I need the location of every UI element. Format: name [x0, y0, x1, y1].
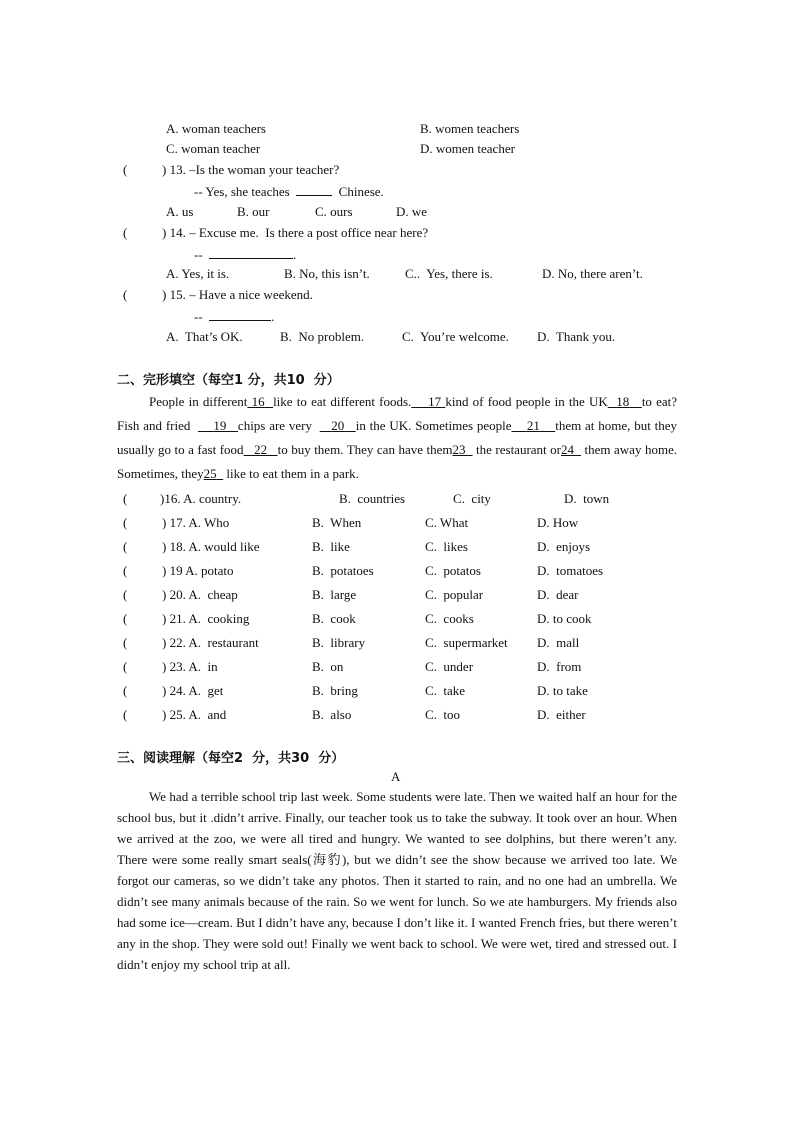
- blank-18[interactable]: 18: [616, 394, 630, 409]
- option-c[interactable]: C. ours: [315, 204, 353, 219]
- option-c[interactable]: C. supermarket: [425, 635, 508, 650]
- question-25: [0, 707, 794, 723]
- question-16: [0, 491, 794, 507]
- option-a[interactable]: A. us: [166, 204, 194, 219]
- option-a[interactable]: ) 18. A. would like: [162, 539, 260, 554]
- question-19: [0, 563, 794, 579]
- answer-line: -- .: [194, 309, 275, 324]
- q12-option-a[interactable]: A. woman teachers: [166, 121, 266, 136]
- option-d[interactable]: D. we: [396, 204, 428, 219]
- option-b[interactable]: B. our: [237, 204, 270, 219]
- question-23: [0, 659, 794, 675]
- option-a[interactable]: ) 20. A. cheap: [162, 587, 238, 602]
- option-d[interactable]: D. enjoys: [537, 539, 591, 554]
- option-d[interactable]: D. How: [537, 515, 579, 530]
- option-c[interactable]: C. under: [425, 659, 474, 674]
- option-b[interactable]: B. on: [312, 659, 344, 674]
- blank-24[interactable]: 24: [561, 442, 574, 457]
- option-a[interactable]: )16. A. country.: [160, 491, 242, 506]
- option-a[interactable]: ) 25. A. and: [162, 707, 227, 722]
- q12-option-c[interactable]: C. woman teacher: [166, 141, 261, 156]
- blank-16[interactable]: 16: [251, 394, 265, 409]
- answer-bracket[interactable]: (: [123, 707, 128, 722]
- answer-bracket[interactable]: (: [123, 225, 128, 240]
- answer-bracket[interactable]: (: [123, 683, 128, 698]
- question-24: [0, 683, 794, 699]
- answer-bracket[interactable]: (: [123, 635, 128, 650]
- option-c[interactable]: C. cooks: [425, 611, 474, 626]
- answer-bracket[interactable]: (: [123, 611, 128, 626]
- option-b[interactable]: B. cook: [312, 611, 356, 626]
- option-b[interactable]: B. potatoes: [312, 563, 374, 578]
- blank-17[interactable]: 17: [428, 394, 442, 409]
- answer-blank[interactable]: [209, 308, 271, 321]
- option-a[interactable]: A. Yes, it is.: [166, 266, 230, 281]
- answer-blank[interactable]: [296, 183, 332, 196]
- option-c[interactable]: C. take: [425, 683, 466, 698]
- blank-25[interactable]: 25: [203, 466, 217, 481]
- option-d[interactable]: D. town: [564, 491, 610, 506]
- option-a[interactable]: ) 17. A. Who: [162, 515, 230, 530]
- option-c[interactable]: C. likes: [425, 539, 468, 554]
- option-c[interactable]: C. too: [425, 707, 461, 722]
- question-21: [0, 611, 794, 627]
- option-d[interactable]: D. to take: [537, 683, 588, 698]
- answer-bracket[interactable]: (: [123, 491, 128, 506]
- question-22: [0, 635, 794, 651]
- option-a[interactable]: ) 23. A. in: [162, 659, 218, 674]
- option-c[interactable]: C. potatos: [425, 563, 481, 578]
- question-stem: ) 13. –Is the woman your teacher?: [162, 162, 340, 177]
- q12-option-b[interactable]: B. women teachers: [420, 121, 520, 136]
- cloze-passage: People in different 16 like to eat different foods. 17 kind of food people in the UK 18 to eat? Fish and fried 19 chips are very 20 in the UK. Sometimes people 21 them at home, but they usually go to a fast food 22 to buy them. They can have them23 the restaurant or24 them away home. Sometimes, they25 like to eat them in a park.: [117, 394, 678, 481]
- option-a[interactable]: A. That’s OK.: [166, 329, 243, 344]
- answer-line: -- Yes, she teaches Chinese.: [194, 184, 384, 199]
- answer-bracket[interactable]: (: [123, 659, 128, 674]
- blank-19[interactable]: 19: [213, 418, 227, 433]
- answer-line: -- .: [194, 247, 297, 262]
- answer-bracket[interactable]: (: [123, 563, 128, 578]
- answer-bracket[interactable]: (: [123, 515, 128, 530]
- reading-passage: [117, 786, 677, 975]
- option-b[interactable]: B. library: [312, 635, 366, 650]
- question-17: [0, 515, 794, 531]
- option-c[interactable]: C. You’re welcome.: [402, 329, 509, 344]
- section-heading-reading: 三、阅读理解（每空2 分，共30 分）: [117, 751, 345, 766]
- answer-bracket[interactable]: (: [123, 587, 128, 602]
- option-c[interactable]: C. popular: [425, 587, 484, 602]
- option-d[interactable]: D. mall: [537, 635, 580, 650]
- answer-bracket[interactable]: (: [123, 539, 128, 554]
- option-d[interactable]: D. dear: [537, 587, 579, 602]
- option-d[interactable]: D. Thank you.: [537, 329, 616, 344]
- option-b[interactable]: B. No problem.: [280, 329, 365, 344]
- option-b[interactable]: B. countries: [339, 491, 406, 506]
- section-heading-cloze: 二、完形填空（每空1 分，共10 分）: [117, 373, 340, 388]
- option-b[interactable]: B. also: [312, 707, 352, 722]
- option-a[interactable]: ) 19 A. potato: [162, 563, 234, 578]
- option-d[interactable]: D. either: [537, 707, 586, 722]
- question-stem: ) 14. – Excuse me. Is there a post office near here?: [162, 225, 429, 240]
- option-d[interactable]: D. tomatoes: [537, 563, 604, 578]
- blank-23[interactable]: 23: [452, 442, 466, 457]
- option-c[interactable]: C. city: [453, 491, 491, 506]
- answer-bracket[interactable]: (: [123, 287, 128, 302]
- passage-label: A: [391, 769, 401, 784]
- answer-bracket[interactable]: (: [123, 162, 128, 177]
- option-d[interactable]: D. from: [537, 659, 582, 674]
- blank-21[interactable]: 21: [526, 418, 540, 433]
- question-stem: ) 15. – Have a nice weekend.: [162, 287, 313, 302]
- option-b[interactable]: B. bring: [312, 683, 358, 698]
- question-18: [0, 539, 794, 555]
- option-a[interactable]: ) 22. A. restaurant: [162, 635, 259, 650]
- blank-22[interactable]: 22: [254, 442, 268, 457]
- reading-passage-text: We had a terrible school trip last week. Some students were late. Then we waited half an hour for the school bus, but it .didn’t arrive. Finally, our teacher took us to take the subway. It took over an hour. When we arrived at the zoo, we were all tired and hungry. We wanted to see dolphins, but there weren’t any. There were some really smart seals(海豹), but we didn’t see the show because we arrived too late. We forgot our cameras, so we didn’t take any photos. Then it started to rain, and no one had an umbrella. We didn’t see many animals because of the rain. So we went for lunch. So we ate hamburgers. My friends also had some ice—cream. But I didn’t have any, because I don’t like it. I wanted French fries, but there weren’t any in the shop. They were sold out! Finally we went back to school. We were wet, tired and stressed out. I didn’t enjoy my school trip at all.: [117, 789, 677, 972]
- q12-option-d[interactable]: D. women teacher: [420, 141, 515, 156]
- option-a[interactable]: ) 24. A. get: [162, 683, 224, 698]
- answer-blank[interactable]: [209, 246, 293, 259]
- option-d[interactable]: D. No, there aren’t.: [542, 266, 643, 281]
- option-b[interactable]: B. like: [312, 539, 350, 554]
- option-b[interactable]: B. large: [312, 587, 357, 602]
- option-b[interactable]: B. No, this isn’t.: [284, 266, 370, 281]
- question-20: [0, 587, 794, 603]
- blank-20[interactable]: 20: [331, 418, 345, 433]
- option-d[interactable]: D. to cook: [537, 611, 592, 626]
- option-c[interactable]: C.. Yes, there is.: [405, 266, 493, 281]
- option-b[interactable]: B. When: [312, 515, 362, 530]
- option-a[interactable]: ) 21. A. cooking: [162, 611, 250, 626]
- option-c[interactable]: C. What: [425, 515, 469, 530]
